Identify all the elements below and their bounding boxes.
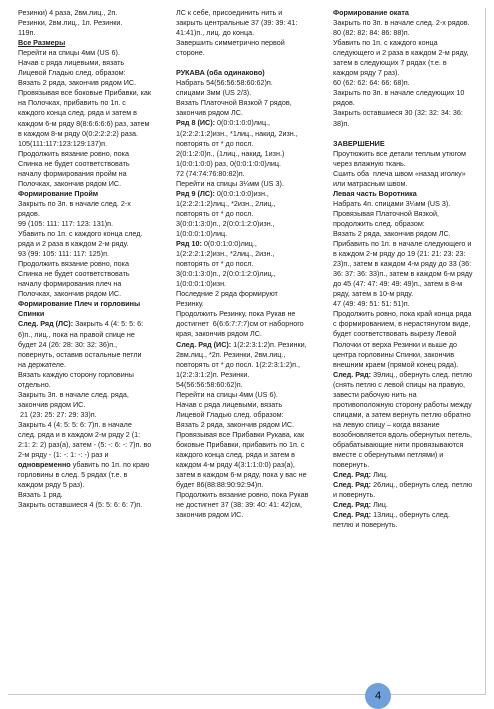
page-right-rule xyxy=(485,8,486,694)
text-line: След. Ряд: 39лиц., обернуть след. петлю xyxy=(333,369,473,379)
text-line: Закрыть 3п. в начале след. ряда, xyxy=(18,389,129,399)
text-line: Сшить оба плеча швом «назад иголку» xyxy=(333,168,466,178)
text-line: 21 (23: 25: 27: 29: 33)п. xyxy=(18,409,97,419)
text-line: ряду, затем в 10-м ряду. xyxy=(333,289,414,299)
text-line: Ряд 10: 0(0:0:1:0:0)лиц., xyxy=(176,239,257,249)
text-line: рядов. xyxy=(18,208,40,218)
text-line: будет 86(88:88:90:92:94)п. xyxy=(176,480,264,490)
text-line: повторять от * до посл. 1(2:2:3:1:2)п., xyxy=(176,359,301,369)
text-line: ЛС к себе, присоединить нить и xyxy=(176,8,283,17)
text-line: Провязывая Платочной Вязкой, xyxy=(333,208,439,218)
text-line: Лицевой Гладью след. образом: xyxy=(18,68,126,78)
text-line: ЗАВЕРШЕНИЕ xyxy=(333,138,385,148)
text-line: 38)п. xyxy=(333,118,350,128)
text-line: След. Ряд (ЛС): Закрыть 4 (4: 5: 5: 6: xyxy=(18,319,144,329)
text-line: спицами, а затем вернуть петлю обратно xyxy=(333,409,471,419)
text-line: Провязывая все боковые Прибавки, как xyxy=(18,88,152,98)
text-line: Закрыть 4 (4: 5: 5: 6: 7)п. в начале xyxy=(18,419,132,429)
text-line: 105(111:117:123:129:137)п. xyxy=(18,138,108,148)
text-line: Убавить по 1п. с каждого конца след. xyxy=(18,229,143,239)
column-1 xyxy=(18,8,168,510)
text-line: Спинки xyxy=(18,309,45,319)
text-line: каждом ряду 5 раз). xyxy=(18,480,85,490)
text-line: Вязать 1 ряд. xyxy=(18,490,63,500)
text-line: След. Ряд: 26лиц., обернуть след. петлю xyxy=(333,480,473,490)
text-line: продолжить след. образом: xyxy=(333,218,425,228)
text-line: 36: 37: 36: 33)п., затем в каждом 6-м ряду xyxy=(333,269,473,279)
text-line: достигнет 6(6:6:7:7:7)см от наборного xyxy=(176,319,304,329)
text-line: РУКАВА (оба одинаково) xyxy=(176,68,265,78)
text-line: След. Ряд (ИС): 1(2:2:3:1:2)п. Резинки, xyxy=(176,339,307,349)
text-line: Вязать 2 ряда, закончив рядом ИС. xyxy=(18,78,137,88)
text-line: боковые Прибавки, прибавить по 1п. с xyxy=(176,439,305,449)
text-line: противоположную сторону работы между xyxy=(333,399,472,409)
text-line: Провязывая все Прибавки Рукава, как xyxy=(176,429,305,439)
text-line: через влажную ткань. xyxy=(333,158,406,168)
text-line: 119п. xyxy=(18,28,36,38)
text-line: закрыть центральные 37 (39: 39: 41: xyxy=(176,18,298,28)
text-line: 72 (74:74:76:80:82)п. xyxy=(176,168,245,178)
text-line: затем в каждом 6-м ряду, пока у вас не xyxy=(176,470,307,480)
text-line: петлю и повернуть. xyxy=(333,520,398,530)
text-line: Полочках, закончив рядом ИС. xyxy=(18,178,122,188)
text-line: или матрасным швом. xyxy=(333,178,408,188)
page-bottom-rule xyxy=(8,694,486,695)
text-line: 2:1: 2: 2) раз(а), затем - (5: -: 6: -: 7)п. во xyxy=(18,440,152,450)
text-line: будет соответствовать вырезу Левой xyxy=(333,329,457,339)
page-number-badge: 4 xyxy=(365,683,391,709)
text-line: Закрыть по 3п. в начале след. 2-х xyxy=(18,198,131,208)
text-line: Вязать 2 ряда, закончив рядом ЛС. xyxy=(333,228,451,238)
text-line: Закрыть по 3п. в начале след. 2-х рядов. xyxy=(333,18,470,28)
text-line: Спинка не будет соответствовать xyxy=(18,269,130,279)
text-line: 54(56:56:58:60:62)п. xyxy=(176,379,243,389)
text-line: 60 (62: 62: 64: 66: 68)п. xyxy=(333,78,410,88)
text-line: центра горловины Спинки, закончив xyxy=(333,349,455,359)
text-line: Закрыть оставшиеся 30 (32: 32: 34: 36: xyxy=(333,108,463,118)
text-line: Формирование Пройм xyxy=(18,188,99,198)
text-line: 93 (99: 105: 111: 117: 125)п. xyxy=(18,249,110,259)
text-line: Левая часть Воротника xyxy=(333,188,417,198)
text-line: на Полочках, прибавить по 1п. с xyxy=(18,98,126,108)
text-line: Завершить симметрично первой xyxy=(176,38,285,48)
text-line: Перейти на спицы 4мм (US 6). xyxy=(18,48,120,58)
text-line: Вязать 2 ряда, закончив рядом ИС. xyxy=(176,419,295,429)
text-line: закончив рядом ИС. xyxy=(18,399,86,409)
text-line: Формирование оката xyxy=(333,8,409,17)
text-line: 99 (105: 111: 117: 123: 131)п. xyxy=(18,218,113,228)
text-line: след. ряда и в каждом 2-м ряду 2 (1: xyxy=(18,429,141,439)
text-line: Спинка не будет соответствовать xyxy=(18,158,130,168)
bold-lead: След. Ряд: xyxy=(333,369,372,379)
text-line: 3(0:0:1:3:0)п., 2(0:0:1:2:0)лиц., xyxy=(176,269,276,279)
text-line: 2-м ряду - (1: -: 1: -: -) раз и xyxy=(18,450,109,460)
text-line: стороне. xyxy=(176,48,205,58)
text-line: началу формирования пройм на xyxy=(18,168,127,178)
bold-lead: След. Ряд: xyxy=(333,470,372,480)
text-line: Перейти на спицы 3¼мм (US 3). xyxy=(176,178,284,188)
text-line: ряда и 2 раза в каждом 2-м ряду. xyxy=(18,239,129,249)
text-line: 1(2:2:2:1:2)изн., *1лиц., накид, 2изн., xyxy=(176,128,298,138)
bold-lead: След. Ряд: xyxy=(333,510,372,520)
text-line: повторять от * до посл. xyxy=(176,138,254,148)
text-line: Продолжить ровно, пока край конца ряда xyxy=(333,309,472,319)
column-2 xyxy=(176,8,326,520)
text-line: 1(0:0:1:0:0) раз, 0(0:0:1:0:0)лиц. xyxy=(176,158,282,168)
text-line: Формирование Плеч и горловины xyxy=(18,299,141,309)
text-line: 1(2:2:2:1:2)лиц., *2изн., 2лиц., xyxy=(176,198,276,208)
text-line: и повернуть. xyxy=(333,490,376,500)
text-line: следующего и 2 раза в каждом 2-м ряду, xyxy=(333,48,469,58)
text-line: рядов. xyxy=(333,98,355,108)
text-line: повернуть. xyxy=(333,460,370,470)
text-line: Резинки, 2вм.лиц., 1п. Резинки. xyxy=(18,18,123,28)
text-line: спицами 3мм (US 2/3). xyxy=(176,88,252,98)
text-line: След. Ряд: Лиц. xyxy=(333,500,388,510)
text-line xyxy=(176,58,326,68)
text-line: обрабатывающие нити провязываются xyxy=(333,439,464,449)
text-line: 1(2:2:2:1:2)изн., *2лиц., 2изн., xyxy=(176,249,275,259)
bold-lead: одновременно xyxy=(18,460,71,470)
text-line: на держателе. xyxy=(18,359,66,369)
text-line: Проутюжить все детали теплым утюгом xyxy=(333,148,466,158)
text-line: Начав с ряда лицевыми, вязать xyxy=(176,399,283,409)
text-line: 6)п., лиц., пока на правой спице не xyxy=(18,329,135,339)
text-line: 23)п., затем в каждом 4-м ряду до 33 (36: xyxy=(333,259,472,269)
text-line: с формированием, в нерастянутом виде, xyxy=(333,319,471,329)
text-line: одновременно убавить по 1п. по краю xyxy=(18,460,150,470)
text-line: Полочки от верха Резинки и выше до xyxy=(333,339,458,349)
text-line: 80 (82: 82: 84: 86: 88)п. xyxy=(333,28,410,38)
text-line: Перейти на спицы 4мм (US 6). xyxy=(176,389,278,399)
text-line: горловины в след. 5 рядах (т.е. в xyxy=(18,470,128,480)
text-line: 3(0:0:1:3:0)п., 2(0:0:1:2:0)изн., xyxy=(176,218,275,228)
text-line: Все Размеры xyxy=(18,38,66,48)
bold-lead: Ряд 9 (ЛС): xyxy=(176,188,215,198)
text-line: Продолжить вязание ровно, пока xyxy=(18,148,129,158)
bold-lead: След. Ряд: xyxy=(333,500,372,510)
text-line: Последние 2 ряда формируют xyxy=(176,289,278,299)
text-line: до 45 (47: 47: 49: 49: 49)п., затем в 8-м xyxy=(333,279,463,289)
text-line: Продолжить вязание ровно, пока xyxy=(18,259,129,269)
text-line: повторять от * до посл. xyxy=(176,259,254,269)
text-line: 41:41)п., лиц. до конца. xyxy=(176,28,255,38)
text-line: в каждом 2-м ряду до 19 (21: 21: 23: 23: xyxy=(333,249,466,259)
text-line: (снять петлю с левой спицы на правую, xyxy=(333,379,466,389)
text-line: будет 24 (26: 28: 30: 32: 36)п., xyxy=(18,339,118,349)
text-line: каждого конца след. ряда и затем в xyxy=(18,108,137,118)
text-line: Закрыть по 3п. в начале следующих 10 xyxy=(333,88,465,98)
text-line: 1(2:2:3:1:2)п. Резинки. xyxy=(176,369,250,379)
text-line: 1(0:0:0:1:0)изн. xyxy=(176,279,227,289)
text-line: 47 (49: 49: 51: 51: 51)п. xyxy=(333,299,410,309)
bold-lead: След. Ряд: xyxy=(333,480,372,490)
text-line: Набрать 54(56:56:58:60:62)п. xyxy=(176,78,273,88)
text-line: отдельно. xyxy=(18,379,51,389)
text-line: Резинку. xyxy=(176,299,204,309)
text-line: Ряд 8 (ИС): 0(0:0:1:0:0)лиц., xyxy=(176,118,271,128)
text-line: 2(0:1:2:0)п., (1лиц., накид, 1изн.) xyxy=(176,148,285,158)
bold-lead: След. Ряд (ЛС): xyxy=(18,319,74,329)
text-line: завести рабочую нить на xyxy=(333,389,417,399)
text-line: Вязать Платочной Вязкой 7 рядов, xyxy=(176,98,292,108)
text-line: затем в следующих 7 рядах (т.е. в xyxy=(333,58,447,68)
text-line: каждого конца след. ряда и затем в xyxy=(176,450,295,460)
text-line: Ряд 9 (ЛС): 0(0:0:1:0:0)изн., xyxy=(176,188,269,198)
bold-lead: Ряд 10: xyxy=(176,239,202,249)
text-line: След. Ряд: 13лиц., обернуть след. xyxy=(333,510,450,520)
text-line: Полочках, закончив рядом ИС. xyxy=(18,289,122,299)
text-line: повернуть, оставив остальные петли xyxy=(18,349,142,359)
text-line: След. Ряд: Лиц. xyxy=(333,470,388,480)
text-line: Убавить по 1п. с каждого конца xyxy=(333,38,438,48)
text-line xyxy=(333,129,483,139)
text-line: на левую спицу – когда вязание xyxy=(333,419,440,429)
text-line: каждом 4-м ряду 4(3:1:1:0:0) раз(а), xyxy=(176,460,295,470)
text-line: внешним краем (прямой конец ряда). xyxy=(333,359,459,369)
text-line: каждом ряду 7 раз). xyxy=(333,68,400,78)
text-line: в каждом 8-м ряду 0(0:2:2:2:2) раза. xyxy=(18,128,138,138)
bold-lead: Ряд 8 (ИС): xyxy=(176,118,215,128)
text-line: 2вм.лиц., *2п. Резинки, 2вм.лиц., xyxy=(176,349,286,359)
text-line: Вязать каждую сторону горловины xyxy=(18,369,134,379)
text-line: Начав с ряда лицевыми, вязать xyxy=(18,58,125,68)
text-line: 1(0:0:0:1:0)лиц. xyxy=(176,228,228,238)
text-line: вместе с обернутыми петлями) и xyxy=(333,450,444,460)
text-line: Набрать 4п. спицами 3¼мм (US 3). xyxy=(333,198,451,208)
text-line: Продолжить вязание ровно, пока Рукав xyxy=(176,490,309,500)
column-3 xyxy=(333,8,483,530)
text-line: Закрыть оставшиеся 4 (5: 5: 6: 6: 7)п. xyxy=(18,500,143,510)
text-line: Прибавить по 1п. в начале следующего и xyxy=(333,239,472,249)
text-line: возобновляется вдоль обернутых петель, xyxy=(333,429,473,439)
text-line: Продолжить Резинку, пока Рукав не xyxy=(176,309,296,319)
text-line: закончив рядом ИС. xyxy=(176,510,244,520)
text-line: повторять от * до посл. xyxy=(176,208,254,218)
bold-lead: След. Ряд (ИС): xyxy=(176,339,232,349)
text-line: Резинки) 4 раза, 2вм.лиц., 2п. xyxy=(18,8,118,17)
text-line: началу формирования плеч на xyxy=(18,279,122,289)
text-line: не достигнет 37 (38: 39: 40: 41: 42)см, xyxy=(176,500,302,510)
text-line: Лицевой Гладью след. образом: xyxy=(176,409,284,419)
text-line: края, закончив рядом ЛС. xyxy=(176,329,262,339)
text-line: закончив рядом ЛС. xyxy=(176,108,243,118)
text-line: каждом 6-м ряду 8(8:6:6:6:6) раз, затем xyxy=(18,118,150,128)
